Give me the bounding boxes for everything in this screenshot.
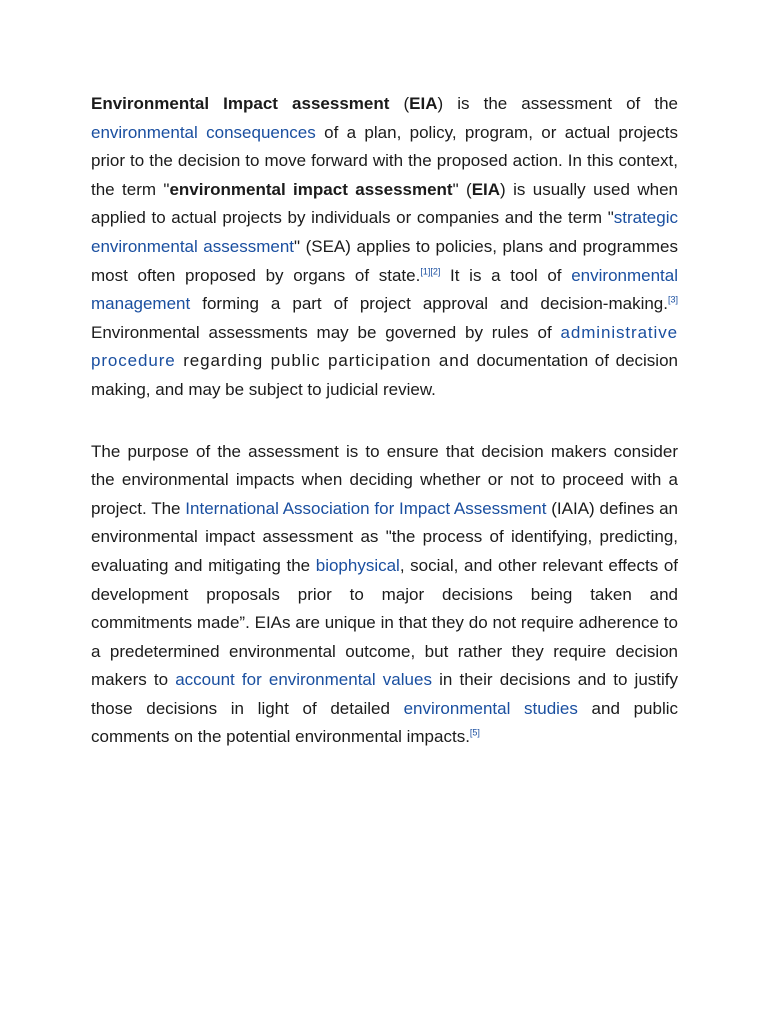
link-account-for-environmental-values[interactable]: account for environmental values [175, 670, 432, 690]
text-run: of a plan, policy, program, or actual projects prior to the decision to move forward with the proposed action. In this context, the term " [91, 122, 678, 199]
link-strategic-environmental-assessment[interactable]: strategic environmental assessment [91, 208, 678, 256]
text-run: regarding public participation and [175, 351, 470, 371]
link-environmental-management[interactable]: environmental management [91, 265, 678, 314]
link-iaia[interactable]: International Association for Impact Assessment [185, 498, 547, 518]
text-run: (IAIA) defines an environmental impact assessment as "the process of identifying, predicting, evaluating and mitigating the [91, 498, 678, 575]
text-run: in their decisions and to justify those decisions in light of detailed [91, 670, 678, 718]
term-eia: EIA [409, 94, 438, 113]
link-environmental-studies[interactable]: environmental studies [403, 698, 578, 718]
text-run: documentation of decision making, and may be subject to judicial review. [91, 351, 678, 399]
citation-ref-3[interactable]: [3] [667, 294, 678, 305]
citation-ref-5[interactable]: [5] [469, 727, 480, 738]
term-eia-quoted: EIA [471, 179, 501, 199]
text-run: , social, and other relevant effects of development proposals prior to major decisions being taken and commitments made”. EIAs are unique in that they do not require adherence to a predetermined environmental outcome, but rather they require decision makers to [91, 555, 678, 690]
paragraph-eia-purpose [91, 438, 678, 753]
link-environmental-consequences[interactable]: environmental consequences [91, 122, 316, 142]
term-environmental-impact-assessment-quoted: environmental impact assessment [169, 179, 453, 199]
text-run: and public comments on the potential environmental impacts. [91, 698, 678, 747]
link-biophysical[interactable]: biophysical [315, 555, 400, 575]
text-run: The purpose of the assessment is to ensure that decision makers consider the environmental impacts when deciding whether or not to proceed with a project. The [91, 441, 678, 518]
text-run: ( [389, 94, 410, 113]
link-administrative-procedure[interactable]: administrative procedure [91, 322, 678, 371]
term-environmental-impact-assessment: Environmental Impact assessment [91, 94, 390, 113]
citation-ref-1[interactable]: [1] [420, 265, 431, 276]
paragraph-eia-definition [91, 90, 678, 405]
text-run: " ( [452, 179, 472, 199]
text-run: forming a part of project approval and decision-making. [190, 294, 668, 314]
text-run: ) is usually used when applied to actual projects by individuals or companies and the term " [91, 179, 678, 228]
text-run: " (SEA) applies to policies, plans and programmes most often proposed by organs of state. [91, 236, 678, 285]
text-run: Environmental assessments may be governed by rules of [91, 322, 561, 342]
text-run: It is a tool of [440, 265, 572, 285]
article-body [91, 90, 678, 752]
text-run: ) is the assessment of the [437, 94, 678, 113]
citation-ref-2[interactable]: [2] [430, 265, 441, 276]
